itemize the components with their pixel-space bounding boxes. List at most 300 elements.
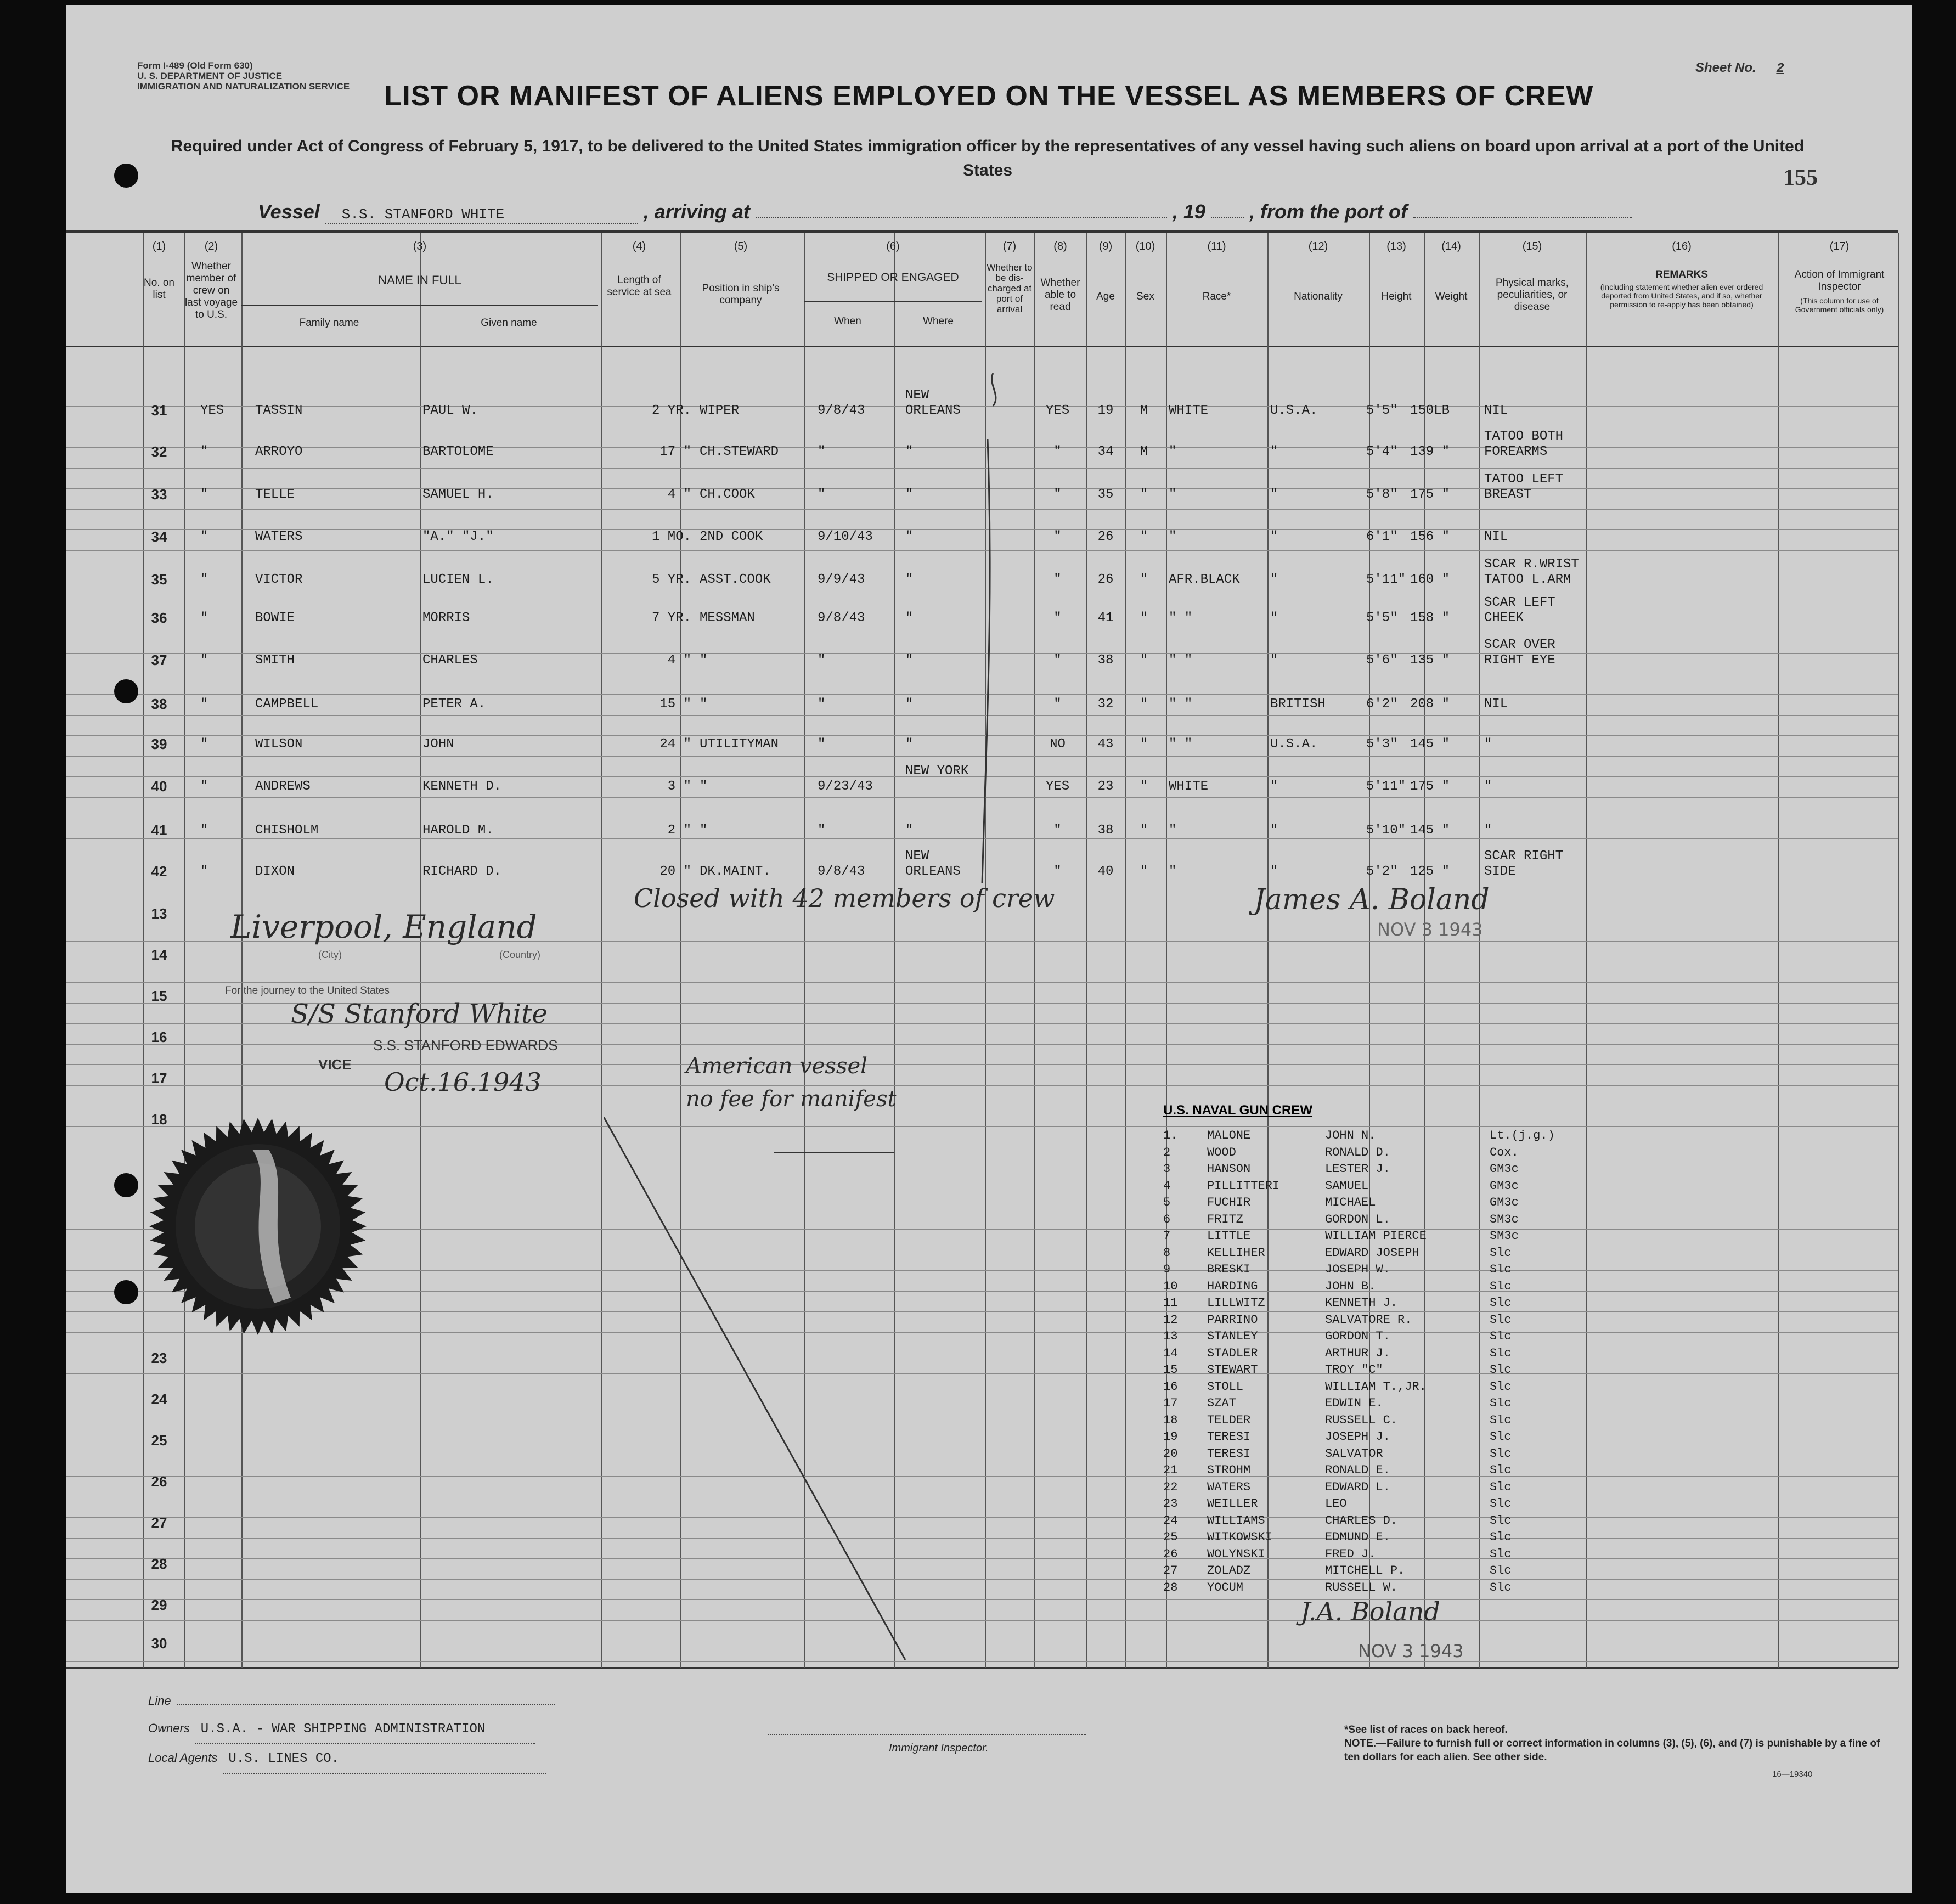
hdr-where: Where — [923, 316, 954, 327]
cell-when: 9/8/43 — [818, 611, 865, 626]
cell-member: " — [200, 779, 208, 794]
grid-row-rule — [66, 1661, 1898, 1662]
col-num-10: (10) — [1135, 240, 1155, 252]
cell-race: WHITE — [1169, 403, 1209, 418]
handwritten-american-note: American vessel — [686, 1054, 867, 1079]
hdr-shipped: SHIPPED OR ENGAGED — [827, 271, 959, 284]
empty-row-number: 25 — [151, 1432, 167, 1449]
gun-crew-family: PILLITTERI — [1207, 1179, 1280, 1193]
vessel-line — [258, 200, 1876, 228]
grid-column-rule — [1267, 233, 1269, 1668]
cell-sex: M — [1140, 403, 1148, 418]
hdr-action: Action of Immigrant Inspector — [1794, 269, 1885, 292]
gun-crew-rating: Slc — [1490, 1497, 1512, 1511]
gun-crew-family: STOLL — [1207, 1379, 1244, 1394]
gun-crew-number: 20 — [1163, 1446, 1178, 1461]
grid-column-rule — [420, 233, 421, 1668]
inspector-signature: James A. Boland — [1254, 883, 1490, 916]
cell-sex: " — [1140, 487, 1148, 502]
handwritten-closed-note: Closed with 42 members of crew — [634, 883, 1055, 913]
cell-sex: M — [1140, 444, 1148, 459]
col-num-14: (14) — [1441, 240, 1461, 252]
cell-read: " — [1053, 487, 1062, 502]
cell-given-name: KENNETH D. — [422, 779, 502, 794]
cell-nationality: " — [1270, 444, 1278, 459]
gun-crew-given: WILLIAM T.,JR. — [1325, 1379, 1427, 1394]
col-num-17: (17) — [1829, 240, 1850, 252]
cell-given-name: PETER A. — [422, 697, 486, 712]
gun-crew-number: 11 — [1163, 1296, 1178, 1310]
stamped-page-number: 155 — [1783, 165, 1818, 190]
cell-height: 6'1" — [1366, 529, 1398, 544]
gun-crew-family: TERESI — [1207, 1446, 1251, 1461]
gun-crew-number: 28 — [1163, 1580, 1178, 1595]
cell-when: " — [818, 697, 826, 712]
gun-crew-family: SZAT — [1207, 1396, 1236, 1410]
gun-crew-rating: Slc — [1490, 1580, 1512, 1595]
cell-sex: " — [1140, 529, 1148, 544]
gun-crew-given: EDWARD L. — [1325, 1480, 1390, 1494]
cell-position: CH.STEWARD — [700, 444, 779, 459]
cell-read: " — [1053, 444, 1062, 459]
grid-row-rule — [66, 1599, 1898, 1600]
vice-label: VICE — [318, 1056, 352, 1073]
gun-crew-given: LEO — [1325, 1497, 1347, 1511]
cell-age: 41 — [1097, 611, 1114, 626]
cell-marks: NIL — [1484, 403, 1508, 418]
cell-given-name: BARTOLOME — [422, 444, 494, 459]
shipped-divider — [804, 301, 982, 302]
cell-service: 5 YR. — [651, 572, 691, 587]
cell-read: " — [1053, 697, 1062, 712]
col-num-15: (15) — [1522, 240, 1542, 252]
cell-race: AFR.BLACK — [1169, 572, 1240, 587]
hdr-sex: Sex — [1136, 291, 1154, 302]
cell-where: NEW YORK — [905, 764, 969, 779]
cell-position: " — [700, 823, 708, 838]
cell-nationality: U.S.A. — [1270, 403, 1318, 418]
hdr-family-name: Family name — [299, 317, 359, 329]
grid-column-rule — [1898, 233, 1899, 1668]
cell-where: " — [905, 653, 914, 668]
cell-position: " — [700, 653, 708, 668]
grid-row-rule — [66, 1538, 1898, 1539]
row-number: 35 — [151, 571, 167, 588]
handwritten-fee-note: no fee for manifest — [686, 1086, 897, 1112]
cell-family-name: WILSON — [255, 737, 303, 752]
arriving-label: , arriving at — [643, 200, 750, 223]
table-top-rule — [66, 230, 1898, 233]
owners-field — [148, 1715, 555, 1744]
gun-crew-rating: GM3c — [1490, 1162, 1519, 1176]
gun-crew-given: RONALD D. — [1325, 1145, 1390, 1159]
gun-crew-family: KELLIHER — [1207, 1246, 1265, 1260]
gun-crew-number: 14 — [1163, 1346, 1178, 1360]
col-num-4: (4) — [632, 240, 646, 252]
cell-nationality: BRITISH — [1270, 697, 1326, 712]
cell-race: " " — [1169, 697, 1193, 712]
gun-crew-number: 7 — [1163, 1229, 1171, 1243]
cell-where: " — [905, 529, 914, 544]
gun-crew-number: 5 — [1163, 1196, 1171, 1209]
cell-service: 17 " — [659, 444, 691, 459]
cell-member: " — [200, 653, 208, 668]
cell-when: 9/9/43 — [818, 572, 865, 587]
gun-crew-given: SALVATORE R. — [1325, 1312, 1412, 1327]
gun-crew-family: WATERS — [1207, 1480, 1251, 1494]
gun-crew-given: FRED J. — [1325, 1547, 1376, 1561]
vessel-label: Vessel — [258, 200, 320, 223]
cell-when: " — [818, 444, 826, 459]
cell-where: " — [905, 572, 914, 587]
gun-crew-number: 4 — [1163, 1179, 1171, 1193]
discharged-tick-line — [971, 373, 1015, 889]
owners-value: U.S.A. - WAR SHIPPING ADMINISTRATION — [195, 1716, 535, 1744]
cell-sex: " — [1140, 697, 1148, 712]
gun-crew-number: 15 — [1163, 1363, 1178, 1377]
gun-crew-given: JOHN N. — [1325, 1129, 1376, 1142]
cell-when: " — [818, 653, 826, 668]
owners-label: Owners — [148, 1721, 190, 1735]
gun-crew-family: MALONE — [1207, 1129, 1251, 1142]
hdr-discharged: Whether to be dis-charged at port of arrival — [987, 262, 1033, 314]
col-num-8: (8) — [1053, 240, 1067, 252]
table-header-rule — [66, 346, 1898, 347]
cell-read: YES — [1045, 779, 1070, 794]
footnotes — [1344, 1723, 1893, 1764]
col-num-12: (12) — [1308, 240, 1328, 252]
cancel-diagonal-line — [604, 1117, 911, 1665]
inspector-date-stamp: NOV 3 1943 — [1377, 919, 1483, 940]
gun-crew-number: 1. — [1163, 1129, 1178, 1142]
gun-crew-family: WOLYNSKI — [1207, 1547, 1265, 1561]
cell-age: 26 — [1097, 529, 1114, 544]
cell-family-name: VICTOR — [255, 572, 303, 587]
cell-service: 2 YR. — [651, 403, 691, 418]
cell-weight: 158 " — [1410, 611, 1450, 626]
cell-nationality: " — [1270, 653, 1278, 668]
row-number: 38 — [151, 696, 167, 712]
cell-member: " — [200, 611, 208, 626]
gun-crew-family: ZOLADZ — [1207, 1564, 1251, 1578]
cell-marks: TATOO BOTH FOREARMS — [1484, 429, 1564, 459]
page-title: LIST OR MANIFEST OF ALIENS EMPLOYED ON THE VESSEL AS MEMBERS OF CREW — [384, 80, 1594, 112]
empty-row-number: 13 — [151, 905, 167, 922]
gun-crew-rating: Slc — [1490, 1296, 1512, 1310]
gun-crew-rating: Slc — [1490, 1330, 1512, 1343]
cell-given-name: HAROLD M. — [422, 823, 494, 838]
form-id: Form I-489 (Old Form 630) — [137, 60, 253, 71]
empty-row-number: 28 — [151, 1556, 167, 1572]
cell-service: 1 MO. — [651, 529, 691, 544]
empty-row-number: 26 — [151, 1473, 167, 1490]
gun-crew-number: 26 — [1163, 1547, 1178, 1561]
gun-crew-given: MITCHELL P. — [1325, 1564, 1405, 1578]
cell-nationality: " — [1270, 864, 1278, 879]
cell-age: 40 — [1097, 864, 1114, 879]
cell-given-name: PAUL W. — [422, 403, 478, 418]
hdr-name-in-full: NAME IN FULL — [378, 273, 461, 287]
cell-when: " — [818, 487, 826, 502]
line-field — [148, 1687, 555, 1715]
punch-hole — [114, 679, 138, 703]
cell-family-name: ANDREWS — [255, 779, 311, 794]
cell-weight: 208 " — [1410, 697, 1450, 712]
grid-column-rule — [1778, 233, 1779, 1668]
cell-position: 2ND COOK — [700, 529, 763, 544]
gun-crew-given: EDWARD JOSEPH — [1325, 1246, 1419, 1260]
cell-age: 43 — [1097, 737, 1114, 752]
cell-race: " — [1169, 529, 1177, 544]
cell-nationality: " — [1270, 611, 1278, 626]
cell-where: " — [905, 697, 914, 712]
gun-crew-family: YOCUM — [1207, 1580, 1244, 1595]
stamp-signature: S.S. STANFORD EDWARDS — [373, 1037, 558, 1054]
gun-crew-given: RUSSELL W. — [1325, 1580, 1398, 1595]
agents-label: Local Agents — [148, 1751, 218, 1765]
inspector-signature-line — [768, 1734, 1086, 1735]
gun-crew-family: TERESI — [1207, 1430, 1251, 1444]
gun-crew-rating: Slc — [1490, 1564, 1512, 1578]
punch-hole — [114, 1280, 138, 1304]
cell-nationality: " — [1270, 572, 1278, 587]
gun-crew-rating: Slc — [1490, 1463, 1512, 1477]
empty-row-number: 30 — [151, 1635, 167, 1652]
arriving-blank — [756, 217, 1167, 218]
hdr-able-to-read: Whether able to read — [1040, 277, 1080, 313]
cell-age: 38 — [1097, 653, 1114, 668]
empty-row-number: 24 — [151, 1391, 167, 1407]
handwritten-ship-signature: S/S Stanford White — [291, 999, 548, 1029]
punch-hole — [114, 1173, 138, 1197]
gun-crew-family: PARRINO — [1207, 1312, 1258, 1327]
col-num-13: (13) — [1386, 240, 1406, 252]
cell-service: 4 " — [667, 653, 691, 668]
cell-marks: SCAR OVER RIGHT EYE — [1484, 638, 1555, 668]
gun-crew-number: 19 — [1163, 1430, 1178, 1444]
cell-nationality: " — [1270, 487, 1278, 502]
cell-position: UTILITYMAN — [700, 737, 779, 752]
row-number: 40 — [151, 778, 167, 795]
gun-crew-rating: Slc — [1490, 1379, 1512, 1394]
page-subtitle: Required under Act of Congress of February 5, 1917, to be delivered to the United States immigration officer by the representatives of any vessel having such aliens on board upon arrival at a port of the United States — [171, 137, 1805, 179]
cell-read: " — [1053, 611, 1062, 626]
gun-crew-number: 22 — [1163, 1480, 1178, 1494]
gun-crew-family: BRESKI — [1207, 1263, 1251, 1276]
cell-member: " — [200, 737, 208, 752]
gun-crew-signature: J.A. Boland — [1300, 1597, 1440, 1626]
gun-crew-rating: SM3c — [1490, 1229, 1519, 1243]
cell-height: 5'6" — [1366, 653, 1398, 668]
cell-age: 19 — [1097, 403, 1114, 418]
cell-member: " — [200, 529, 208, 544]
row-number: 39 — [151, 736, 167, 752]
gun-crew-family: TELDER — [1207, 1413, 1251, 1427]
empty-row-number: 27 — [151, 1514, 167, 1531]
punch-hole — [114, 164, 138, 188]
cell-given-name: JOHN — [422, 737, 454, 752]
row-number: 41 — [151, 822, 167, 838]
cell-marks: " — [1484, 779, 1492, 794]
gun-crew-number: 12 — [1163, 1312, 1178, 1327]
cell-race: " — [1169, 864, 1177, 879]
gun-crew-number: 9 — [1163, 1263, 1171, 1276]
grid-row-rule — [66, 1044, 1898, 1045]
cell-family-name: TELLE — [255, 487, 295, 502]
cell-marks: SCAR R.WRIST TATOO L.ARM — [1484, 557, 1579, 587]
gun-crew-number: 10 — [1163, 1279, 1178, 1293]
cell-when: 9/8/43 — [818, 403, 865, 418]
cell-height: 5'11" — [1366, 572, 1406, 587]
cell-sex: " — [1140, 864, 1148, 879]
cell-weight: 125 " — [1410, 864, 1450, 879]
gun-crew-given: EDMUND E. — [1325, 1530, 1390, 1544]
hdr-length-service: Length of service at sea — [607, 274, 672, 298]
cell-given-name: SAMUEL H. — [422, 487, 494, 502]
inspector-label: Immigrant Inspector. — [889, 1742, 989, 1754]
sheet-number — [1695, 60, 1784, 76]
gun-crew-family: WOOD — [1207, 1145, 1236, 1159]
hdr-remarks: REMARKS — [1655, 269, 1709, 280]
grid-row-rule — [66, 1579, 1898, 1580]
cell-nationality: " — [1270, 529, 1278, 544]
grid-row-rule — [66, 1517, 1898, 1518]
cell-family-name: SMITH — [255, 653, 295, 668]
cell-read: YES — [1045, 403, 1070, 418]
cell-weight: 139 " — [1410, 444, 1450, 459]
cell-race: " — [1169, 487, 1177, 502]
gun-crew-title: U.S. NAVAL GUN CREW — [1163, 1103, 1313, 1118]
cell-member: " — [200, 444, 208, 459]
cell-service: 15 " — [659, 697, 691, 712]
cell-member: " — [200, 823, 208, 838]
gun-crew-number: 6 — [1163, 1212, 1171, 1226]
cell-position: CH.COOK — [700, 487, 755, 502]
cell-where: " — [905, 823, 914, 838]
gun-crew-rating: Slc — [1490, 1430, 1512, 1444]
gun-crew-given: RONALD E. — [1325, 1463, 1390, 1477]
cell-member: " — [200, 697, 208, 712]
agents-value: U.S. LINES CO. — [223, 1745, 546, 1774]
cell-service: 3 " — [667, 779, 691, 794]
grid-column-rule — [1479, 233, 1480, 1668]
cell-given-name: RICHARD D. — [422, 864, 502, 879]
cell-service: 20 " — [659, 864, 691, 879]
manifest-sheet — [66, 5, 1912, 1893]
cell-family-name: BOWIE — [255, 611, 295, 626]
gun-crew-given: GORDON T. — [1325, 1330, 1390, 1343]
line-label: Line — [148, 1694, 171, 1708]
gun-crew-rating: Slc — [1490, 1413, 1512, 1427]
gun-crew-family: FUCHIR — [1207, 1196, 1251, 1209]
cell-marks: SCAR RIGHT SIDE — [1484, 849, 1564, 879]
cell-height: 5'8" — [1366, 487, 1398, 502]
cell-when: " — [818, 823, 826, 838]
gun-crew-given: GORDON L. — [1325, 1212, 1390, 1226]
hdr-position: Position in ship's company — [702, 283, 780, 306]
handwritten-date: Oct.16.1943 — [384, 1067, 542, 1097]
cell-race: " — [1169, 444, 1177, 459]
empty-row-number: 14 — [151, 947, 167, 963]
gun-crew-given: RUSSELL C. — [1325, 1413, 1398, 1427]
cell-family-name: CAMPBELL — [255, 697, 319, 712]
cell-race: WHITE — [1169, 779, 1209, 794]
form-code: 16—19340 — [1772, 1770, 1813, 1779]
cell-marks: TATOO LEFT BREAST — [1484, 472, 1564, 502]
cell-weight: 160 " — [1410, 572, 1450, 587]
col-num-6: (6) — [886, 240, 900, 252]
cell-age: 26 — [1097, 572, 1114, 587]
cell-member: " — [200, 572, 208, 587]
gun-crew-number: 16 — [1163, 1379, 1178, 1394]
gun-crew-given: SALVATOR — [1325, 1446, 1383, 1461]
gun-crew-family: WEILLER — [1207, 1497, 1258, 1511]
grid-row-rule — [66, 1476, 1898, 1477]
gun-crew-number: 27 — [1163, 1564, 1178, 1578]
cell-member: " — [200, 864, 208, 879]
cell-given-name: LUCIEN L. — [422, 572, 494, 587]
cell-member: " — [200, 487, 208, 502]
cell-when: 9/8/43 — [818, 864, 865, 879]
cell-position: DK.MAINT. — [700, 864, 771, 879]
col-num-16: (16) — [1672, 240, 1692, 252]
gun-crew-family: STROHM — [1207, 1463, 1251, 1477]
hdr-physical-marks: Physical marks, peculiarities, or disease — [1495, 277, 1569, 313]
cell-position: " — [700, 779, 708, 794]
cell-weight: 145 " — [1410, 823, 1450, 838]
cell-family-name: ARROYO — [255, 444, 303, 459]
cell-read: NO — [1050, 737, 1066, 752]
gun-crew-rating: Cox. — [1490, 1145, 1519, 1159]
city-label: (City) — [318, 949, 342, 960]
cell-weight: 175 " — [1410, 487, 1450, 502]
grid-column-rule — [184, 233, 185, 1668]
gun-crew-family: HARDING — [1207, 1279, 1258, 1293]
cell-height: 6'2" — [1366, 697, 1398, 712]
cell-marks: NIL — [1484, 697, 1508, 712]
cell-age: 34 — [1097, 444, 1114, 459]
gun-crew-given: SAMUEL — [1325, 1179, 1369, 1193]
cell-when: " — [818, 737, 826, 752]
gun-crew-given: LESTER J. — [1325, 1162, 1390, 1176]
empty-row-number: 29 — [151, 1597, 167, 1613]
cell-service: 7 YR. — [651, 611, 691, 626]
col-num-3: (3) — [413, 240, 427, 252]
gun-crew-given: JOSEPH J. — [1325, 1430, 1390, 1444]
gun-crew-rating: Slc — [1490, 1363, 1512, 1377]
cell-read: " — [1053, 653, 1062, 668]
journey-label: For the journey to the United States — [225, 985, 390, 996]
hdr-remarks-note: (Including statement whether alien ever ordered deported from United States, and if so, whether permission to re-apply has been obtained) — [1600, 283, 1763, 309]
hdr-member: Whether member of crew on last voyage to U.S. — [184, 261, 238, 320]
line-blank — [177, 1704, 555, 1705]
gun-crew-rating: Slc — [1490, 1279, 1512, 1293]
gun-crew-number: 13 — [1163, 1330, 1178, 1343]
grid-row-rule — [66, 1620, 1898, 1621]
row-number: 42 — [151, 863, 167, 880]
cell-race: " " — [1169, 737, 1193, 752]
gun-crew-number: 18 — [1163, 1413, 1178, 1427]
cell-height: 5'3" — [1366, 737, 1398, 752]
cell-given-name: MORRIS — [422, 611, 470, 626]
gun-crew-rating: Slc — [1490, 1263, 1512, 1276]
gun-crew-rating: Slc — [1490, 1246, 1512, 1260]
gun-crew-rating: Lt.(j.g.) — [1490, 1129, 1555, 1142]
cell-weight: 150LB — [1410, 403, 1450, 418]
gun-crew-rating: Slc — [1490, 1530, 1512, 1544]
department: U. S. DEPARTMENT OF JUSTICE — [137, 71, 283, 81]
cell-sex: " — [1140, 779, 1148, 794]
